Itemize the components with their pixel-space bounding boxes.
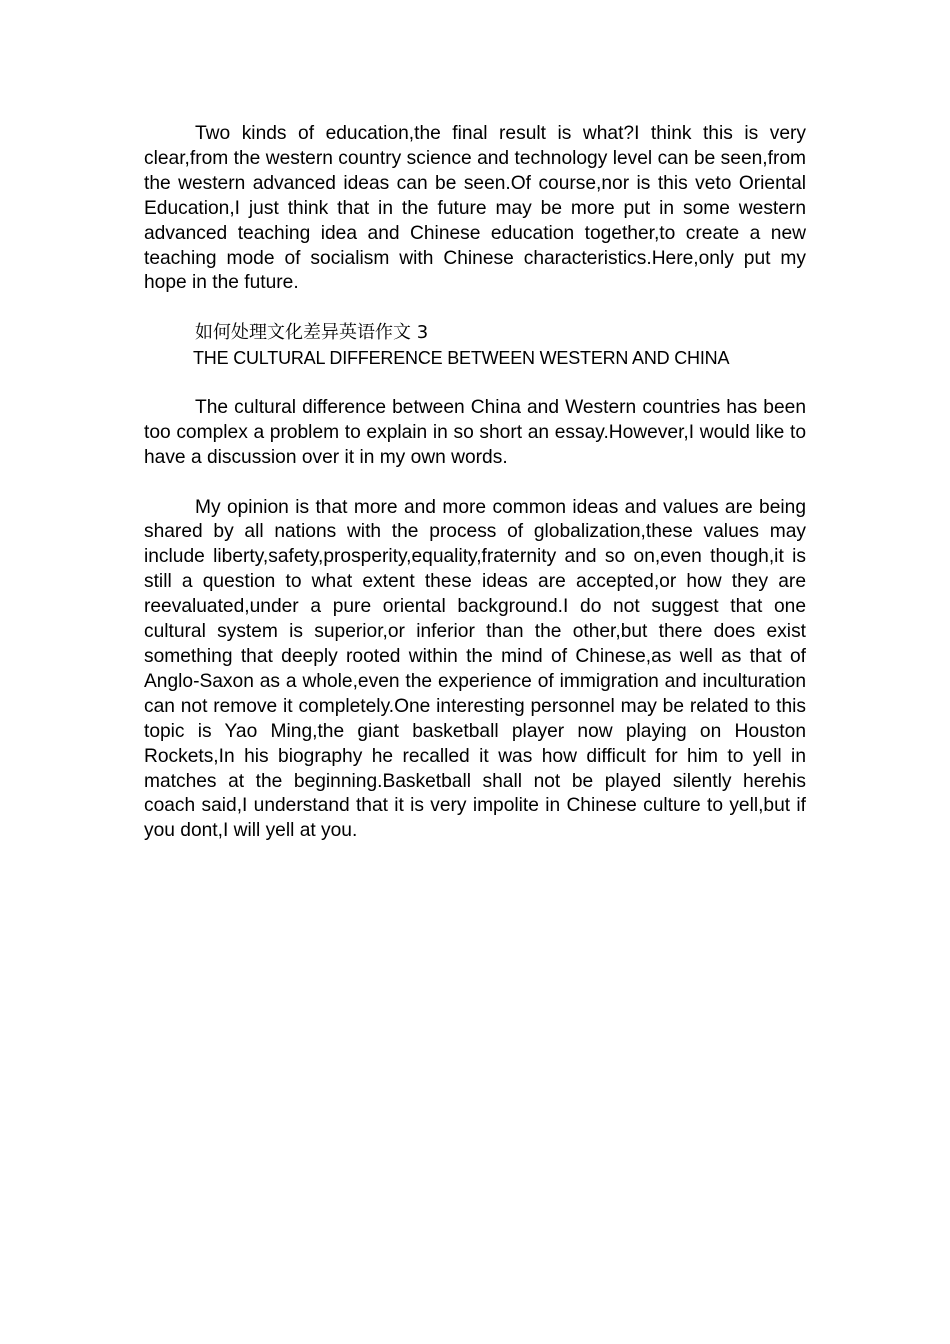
paragraph-cultural-difference: The cultural difference between China and Western countries has been too complex a problem to explain in so short an essay.However,I would like to have a discussion over it in my own words. — [144, 396, 806, 468]
paragraph-spacer — [144, 296, 806, 321]
paragraph-opinion: My opinion is that more and more common ideas and values are being shared by all nations with the process of globalization,these values may include liberty,safety,prosperity,equality,fraternity and so on,even though,it is still a question to what extent these ideas are accepted,or how they are reevaluated,under a pure oriental background.I do not suggest that one cultural system is superior,or inferior than the other,but there does exist something that deeply rooted within the mind of Chinese,as well as that of Anglo-Saxon as a whole,even the experience of immigration and inculturation can not remove it completely.One interesting personnel may be related to this topic is Yao Ming,the giant basketball player now playing on Houston Rockets,In his biography he recalled it was how difficult for him to yell in matches at the beginning.Basketball shall not be played silently herehis coach said,I understand that it is very impolite in Chinese culture to yell,but if you dont,I will yell at you. — [144, 496, 806, 842]
section-heading-chinese: 如何处理文化差异英语作文 3 — [195, 322, 429, 344]
paragraph-spacer — [144, 471, 806, 496]
paragraph-spacer — [144, 371, 806, 396]
section-heading-english: THE CULTURAL DIFFERENCE BETWEEN WESTERN AND CHINA — [193, 348, 730, 369]
document-body — [144, 122, 806, 844]
paragraph-intro: Two kinds of education,the final result is what?I think this is very clear,from the western country science and technology level can be seen,from the western advanced ideas can be seen.Of course,nor is this veto Oriental Education,I just think that in the future may be more put in some western advanced teaching idea and Chinese education together,to create a new teaching mode of socialism with Chinese characteristics.Here,only put my hope in the future. — [144, 123, 806, 294]
